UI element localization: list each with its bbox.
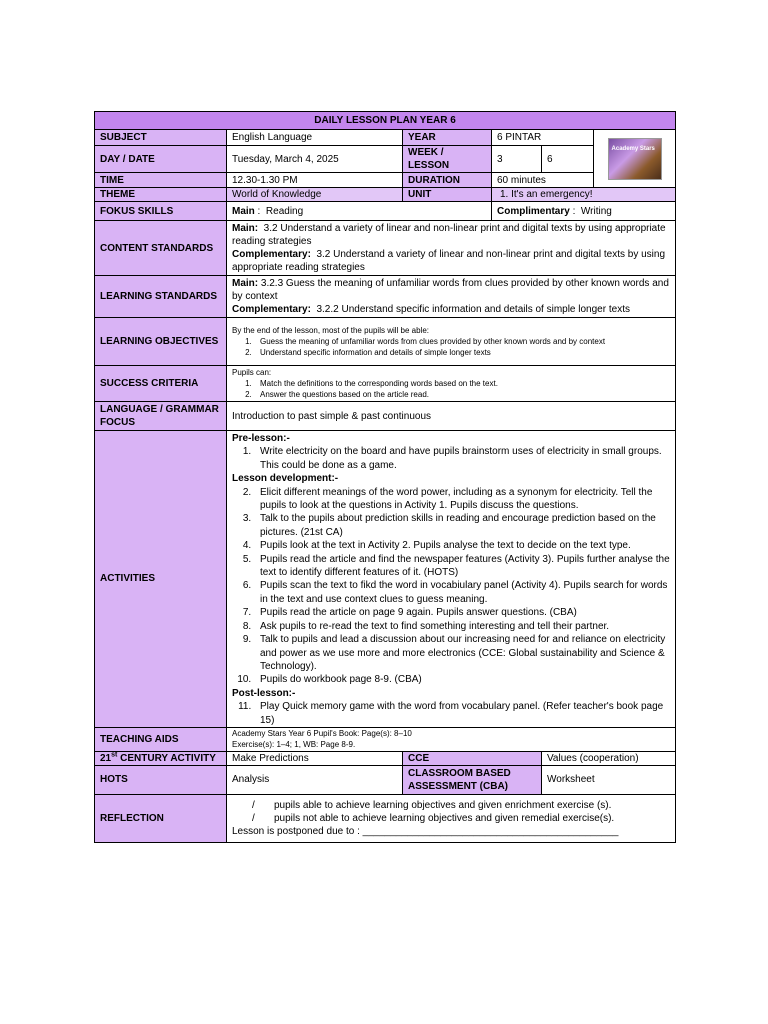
cs-comp-text: 3.2 Understand a variety of linear and non-linear print and digital texts by using appropriate reading strategies (232, 249, 666, 273)
plan-title: DAILY LESSON PLAN YEAR 6 (95, 112, 676, 130)
duration-label: DURATION (403, 173, 492, 188)
content-standards-value (227, 221, 676, 276)
hots-label: HOTS (95, 765, 227, 794)
pre-lesson-list (232, 445, 670, 472)
fokus-comp-label: Complimentary (497, 205, 570, 217)
cs-comp-label: Complementary: (232, 249, 311, 260)
lesson-value: 6 (542, 146, 594, 173)
sc-item: 1. Match the definitions to the corresponding words based on the text. (254, 378, 670, 389)
ls-comp-label: Complementary: (232, 304, 311, 315)
lesson-development-heading: Lesson development:- (232, 473, 339, 485)
activity-step: 1. Write electricity on the board and have pupils brainstorm uses of electricity in small groups. This could be done as a game. (254, 445, 670, 472)
content-standards-label: CONTENT STANDARDS (95, 221, 227, 276)
cs-main-text: 3.2 Understand a variety of linear and non-linear print and digital texts by using appropriate reading strategies (232, 223, 666, 247)
activities-value (227, 431, 676, 728)
book-cover-text: Academy Stars (611, 145, 655, 152)
activity-step: 8. Ask pupils to re-read the text to find something interesting and tell their partner. (254, 620, 670, 633)
lo-intro: By the end of the lesson, most of the pupils will be able: (232, 326, 430, 335)
lo-item: 2. Understand specific information and details of simple longer texts (254, 347, 670, 358)
activity-step: 10. Pupils do workbook page 8-9. (CBA) (254, 673, 670, 686)
ls-comp-text: 3.2.2 Understand specific information and details of simple longer texts (316, 304, 630, 315)
teaching-aids-line2: Exercise(s): 1–4; 1, WB: Page 8-9. (232, 740, 356, 750)
cce-value: Values (cooperation) (542, 751, 676, 765)
unit-label: UNIT (403, 188, 492, 202)
learning-objectives-value (227, 318, 676, 366)
activity-step: 5. Pupils read the article and find the newspaper features (Activity 3). Pupils further analyse the text to identify different features of it. (HOTS) (254, 553, 670, 580)
day-date-label: DAY / DATE (95, 146, 227, 173)
cs-main-label: Main: (232, 223, 259, 234)
cba-label: CLASSROOM BASED ASSESSMENT (CBA) (403, 765, 542, 794)
learning-objectives-label: LEARNING OBJECTIVES (95, 318, 227, 366)
activity-step: 2. Elicit different meanings of the word power, including as a synonym for electricity. Tell the pupils to look at the questions in Activity 1. Pupils discuss the questions. (254, 486, 670, 513)
theme-label: THEME (95, 188, 227, 202)
pre-lesson-heading: Pre-lesson:- (232, 433, 290, 444)
lesson-plan-table (94, 111, 676, 843)
century-activity-label: 21st CENTURY ACTIVITY (95, 751, 227, 765)
fokus-complimentary: Complimentary : Writing (492, 202, 676, 221)
cba-value: Worksheet (542, 765, 676, 794)
learning-standards-label: LEARNING STANDARDS (95, 276, 227, 318)
reflection-line-2: / pupils not able to achieve learning objectives and given remedial exercise(s). (252, 812, 615, 824)
fokus-main: Main : Reading (227, 202, 492, 221)
reflection-line-1: / pupils able to achieve learning objectives and given enrichment exercise (s). (252, 799, 612, 811)
cce-label: CCE (403, 751, 542, 765)
unit-value: 1. It's an emergency! (492, 188, 676, 202)
sc-list (232, 378, 670, 400)
activity-step: 3. Talk to the pupils about prediction skills in reading and encourage prediction based on the pictures. (21st CA) (254, 512, 670, 539)
post-lesson-heading: Post-lesson:- (232, 687, 296, 699)
reflection-value (227, 794, 676, 842)
ls-main-label: Main: (232, 278, 259, 289)
teaching-aids-label: TEACHING AIDS (95, 727, 227, 751)
success-criteria-label: SUCCESS CRITERIA (95, 366, 227, 402)
activity-step: 7. Pupils read the article on page 9 again. Pupils answer questions. (CBA) (254, 606, 670, 619)
success-criteria-value (227, 366, 676, 402)
activity-step: 11. Play Quick memory game with the word from vocabulary panel. (Refer teacher's book page 15) (254, 700, 670, 727)
sc-intro: Pupils can: (232, 368, 272, 377)
subject-value: English Language (227, 130, 403, 146)
year-label: YEAR (403, 130, 492, 146)
lesson-development-list (232, 486, 670, 687)
fokus-skills-label: FOKUS SKILLS (95, 202, 227, 221)
time-value: 12.30-1.30 PM (227, 173, 403, 188)
time-label: TIME (95, 173, 227, 188)
theme-value: World of Knowledge (227, 188, 403, 202)
subject-label: SUBJECT (95, 130, 227, 146)
hots-value: Analysis (227, 765, 403, 794)
reflection-label: REFLECTION (95, 794, 227, 842)
post-lesson-list (232, 700, 670, 727)
lo-list (232, 336, 670, 358)
lesson-plan-sheet (94, 111, 675, 843)
activity-step: 4. Pupils look at the text in Activity 2. Pupils analyse the text to decide on the text type. (254, 539, 670, 552)
book-cover-cell (594, 130, 676, 188)
week-lesson-label: WEEK / LESSON (403, 146, 492, 173)
book-cover-image (608, 138, 662, 180)
century-activity-value: Make Predictions (227, 751, 403, 765)
teaching-aids-line1: Academy Stars Year 6 Pupil's Book: Page(s): 8–10 (232, 729, 412, 739)
sc-item: 2. Answer the questions based on the article read. (254, 389, 670, 400)
learning-standards-value (227, 276, 676, 318)
teaching-aids-value (227, 727, 676, 751)
year-value: 6 PINTAR (492, 130, 594, 146)
activity-step: 6. Pupils scan the text to fikd the word in vocabiulary panel (Activity 4). Pupils search for words in the text and use context clues to guess meaning. (254, 579, 670, 606)
language-focus-value: Introduction to past simple & past continuous (227, 402, 676, 431)
activities-label: ACTIVITIES (95, 431, 227, 728)
duration-value: 60 minutes (492, 173, 594, 188)
activity-step: 9. Talk to pupils and lead a discussion about our increasing need for and reliance on electricity and power as we use more and more electronics (CCE: Global sustainability and Science & Technology). (254, 633, 670, 673)
fokus-main-label: Main (232, 205, 255, 217)
week-value: 3 (492, 146, 542, 173)
reflection-postponed: Lesson is postponed due to : ______________________________________________ (232, 825, 619, 837)
fokus-comp-value: Writing (580, 205, 612, 217)
day-date-value: Tuesday, March 4, 2025 (227, 146, 403, 173)
fokus-main-value: Reading (265, 205, 304, 217)
ls-main-text: 3.2.3 Guess the meaning of unfamiliar words from clues provided by other known words and by context (232, 278, 669, 302)
language-focus-label: LANGUAGE / GRAMMAR FOCUS (95, 402, 227, 431)
lo-item: 1. Guess the meaning of unfamiliar words from clues provided by other known words and by context (254, 336, 670, 347)
